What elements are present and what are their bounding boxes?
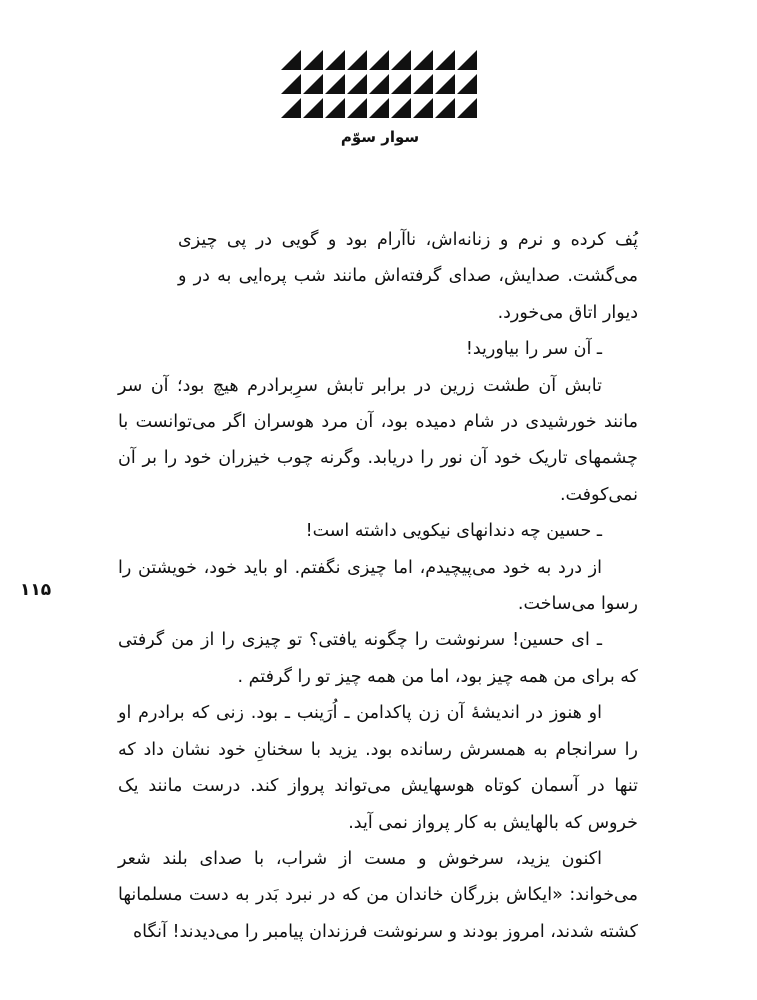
paragraph: ـ ای حسین! سرنوشت را چگونه یافتی؟ تو چیزی را از من گرفتی که برای من همه چیز بود، اما من همه چیز تو را گرفتم . (118, 630, 638, 687)
paragraph: تابش آن طشت زرین در برابر تابش سرِبرادرم هیچ بود؛ آن سر مانند خورشیدی در شام دمیده بود، آن مرد هوسران اگر می‌توانست با چشمهای تاریک خود آن نور را دریابد. وگرنه چوب خیزران خود را بر آن نمی‌کوفت. (118, 375, 638, 505)
paragraph: پُف کرده و نرم و زنانه‌اش، ناآرام بود و گویی در پی چیزی می‌گشت. صدایش، صدای گرفته‌اش مانند شب پره‌ایی به در و دیوار اتاق می‌خورد. (178, 230, 638, 323)
paragraph: از درد به خود می‌پیچیدم، اما چیزی نگفتم. او باید خود، خویشتن را رسوا می‌ساخت. (118, 557, 638, 615)
triangle-ornament (279, 48, 481, 120)
body-text (118, 222, 638, 950)
paragraph: اکنون یزید، سرخوش و مست از شراب، با صدای بلند شعر می‌خواند: «ایکاش بزرگان خاندان من که در نبرد بَدر به دست مسلمانها کشته شدند، امروز بودند و سرنوشت فرزندان پیامبر را می‌دیدند! آنگاه (118, 848, 638, 942)
paragraph: او هنوز در اندیشهٔ آن زن پاکدامن ـ اُرَینب ـ بود. زنی که برادرم او را سرانجام به همسرش رسانده بود. یزید با سخنانِ خود نشان داد که تنها در آسمان کوتاه هوسهایش می‌تواند پرواز کند. درست مانند یک خروس که بالهایش به کار پرواز نمی آید. (118, 703, 638, 833)
page-number: ۱۱۵ (20, 580, 52, 600)
chapter-title: سوار سوّم (340, 128, 420, 146)
paragraph: ـ آن سر را بیاورید! (465, 339, 602, 360)
paragraph: ـ حسین چه دندانهای نیکویی داشته است! (305, 521, 602, 542)
